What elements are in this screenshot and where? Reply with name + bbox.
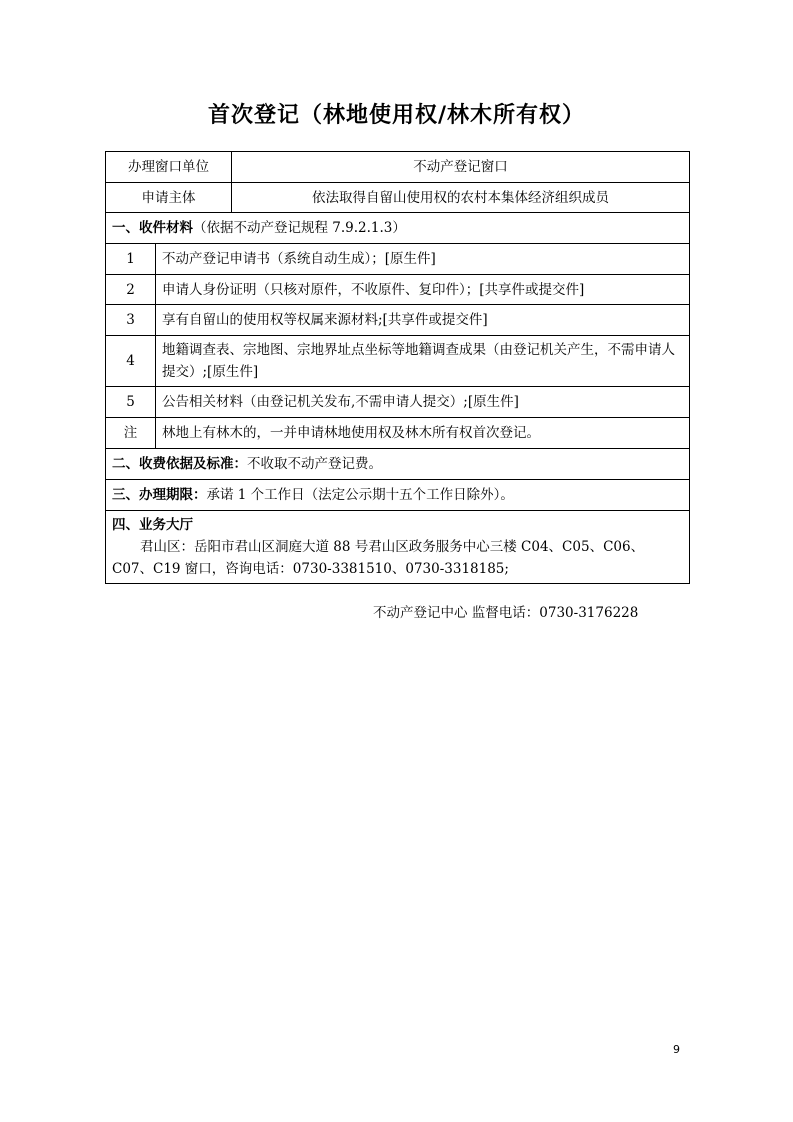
procedure-table xyxy=(105,151,690,584)
window-unit-label: 办理窗口单位 xyxy=(106,152,232,183)
hall-text xyxy=(112,536,683,580)
material-text: 地籍调查表、宗地图、宗地界址点坐标等地籍调查成果（由登记机关产生，不需申请人提交）;[原生件] xyxy=(156,336,690,387)
table-row xyxy=(106,305,690,336)
table-row xyxy=(106,244,690,275)
material-text: 享有自留山的使用权等权属来源材料;[共享件或提交件] xyxy=(156,305,690,336)
applicant-label: 申请主体 xyxy=(106,183,232,213)
footer-contact: 不动产登记中心 监督电话：0730-3176228 xyxy=(373,605,639,621)
material-no: 4 xyxy=(106,336,156,387)
material-no: 1 xyxy=(106,244,156,275)
material-no: 3 xyxy=(106,305,156,336)
fees-text: 不收取不动产登记费。 xyxy=(247,456,382,472)
material-text: 公告相关材料（由登记机关发布,不需申请人提交）;[原生件] xyxy=(156,387,690,418)
table-row xyxy=(106,449,690,480)
table-row xyxy=(106,480,690,511)
note-label: 注 xyxy=(106,418,156,449)
window-unit-value: 不动产登记窗口 xyxy=(232,152,690,183)
table-row xyxy=(106,336,690,387)
fees-heading: 二、收费依据及标准： xyxy=(112,456,247,472)
table-row xyxy=(106,213,690,244)
hall-address: 君山区：岳阳市君山区洞庭大道 88 号君山区政务服务中心三楼 C04、C05、C06、C07、C19 窗口，咨询电话：0730-3381510、0730-3318185; xyxy=(112,539,645,577)
period-text: 承诺 1 个工作日（法定公示期十五个工作日除外）。 xyxy=(206,487,514,503)
materials-header xyxy=(106,213,690,244)
period-row xyxy=(106,480,690,511)
material-text: 不动产登记申请书（系统自动生成）；[原生件] xyxy=(156,244,690,275)
period-heading: 三、办理期限： xyxy=(112,487,207,503)
material-no: 5 xyxy=(106,387,156,418)
table-row xyxy=(106,183,690,213)
table-row xyxy=(106,511,690,584)
material-text: 申请人身份证明（只核对原件，不收原件、复印件）；[共享件或提交件] xyxy=(156,275,690,305)
fees-row xyxy=(106,449,690,480)
table-row xyxy=(106,387,690,418)
hall-heading: 四、业务大厅 xyxy=(112,517,193,533)
page-number: 9 xyxy=(673,1043,680,1056)
hall-row xyxy=(106,511,690,584)
table-row xyxy=(106,418,690,449)
table-row xyxy=(106,275,690,305)
table-row xyxy=(106,152,690,183)
material-no: 2 xyxy=(106,275,156,305)
materials-heading: 一、收件材料 xyxy=(112,220,193,236)
materials-basis: （依据不动产登记规程 7.9.2.1.3） xyxy=(193,220,406,236)
applicant-value: 依法取得自留山使用权的农村本集体经济组织成员 xyxy=(232,183,690,213)
note-text: 林地上有林木的，一并申请林地使用权及林木所有权首次登记。 xyxy=(156,418,690,449)
page-title: 首次登记（林地使用权/林木所有权） xyxy=(207,103,586,128)
